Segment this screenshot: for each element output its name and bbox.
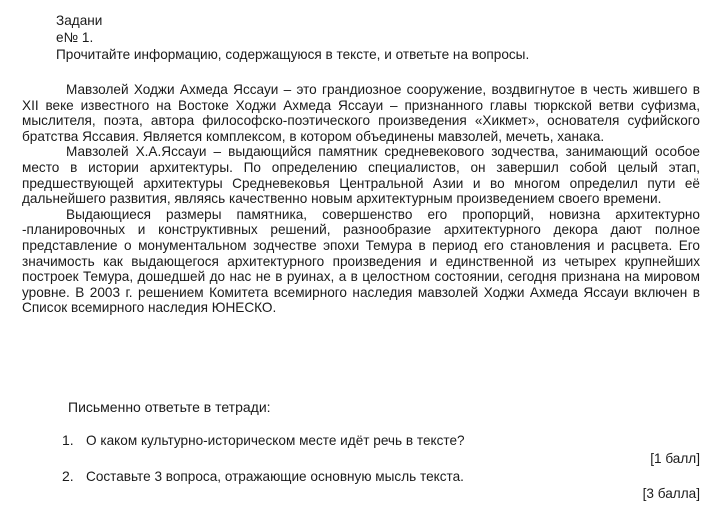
task-header: [56, 12, 529, 63]
paragraph-3: Выдающиеся размеры памятника, совершенство его пропорций, новизна архитектурно -планировочных и конструктивных решений, разнообразие архитектурного декора дают полное представление о монументальном зодчестве эпохи Темура в период его становления и расцвета. Его значимость как выдающегося архитектурного произведения и единственной из четырех крупнейших построек Темура, дошедшей до нас не в руинах, а в целостном состоянии, сегодня признана на мировом уровне. В 2003 г. решением Комитета всемирного наследия мавзолей Ходжи Ахмеда Яссауи включен в Список всемирного наследия ЮНЕСКО.: [22, 206, 700, 316]
question-1: [62, 432, 465, 448]
task-title-line1: Задани: [56, 13, 103, 28]
question-2-number: 2.: [62, 468, 74, 484]
reading-text: [22, 82, 700, 316]
paragraph-2: Мавзолей Х.А.Яссауи – выдающийся памятник средневекового зодчества, занимающий особое место в истории архитектуры. По определению специалистов, он завершил собой целый этап, предшествующей архитектуры Средневековья Центральной Азии и во многом определил пути её дальнейшего развития, являясь качественно новым архитектурным произведением своего времени.: [22, 144, 700, 207]
question-1-points: [1 балл]: [650, 451, 700, 466]
task-instruction: Прочитайте информацию, содержащуюся в тексте, и ответьте на вопросы.: [56, 47, 530, 62]
task-title-line2: е№ 1.: [56, 30, 94, 45]
question-2: [62, 468, 464, 484]
question-1-text: О каком культурно-историческом месте идёт речь в тексте?: [86, 433, 465, 448]
question-1-number: 1.: [62, 432, 74, 448]
question-2-points: [3 балла]: [642, 486, 700, 501]
questions-title: Письменно ответьте в тетради:: [68, 399, 271, 415]
question-2-text: Составьте 3 вопроса, отражающие основную мысль текста.: [86, 469, 464, 484]
paragraph-1: Мавзолей Ходжи Ахмеда Яссауи – это грандиозное сооружение, воздвигнутое в честь жившего в XII веке известного на Востоке Ходжи Ахмеда Яссауи – признанного главы тюркской ветви суфизма, мыслителя, поэта, автора философско-поэтического произведения «Хикмет», основателя суфийского братства Яссавия. Является комплексом, в котором объединены мавзолей, мечеть, ханака.: [22, 82, 700, 144]
